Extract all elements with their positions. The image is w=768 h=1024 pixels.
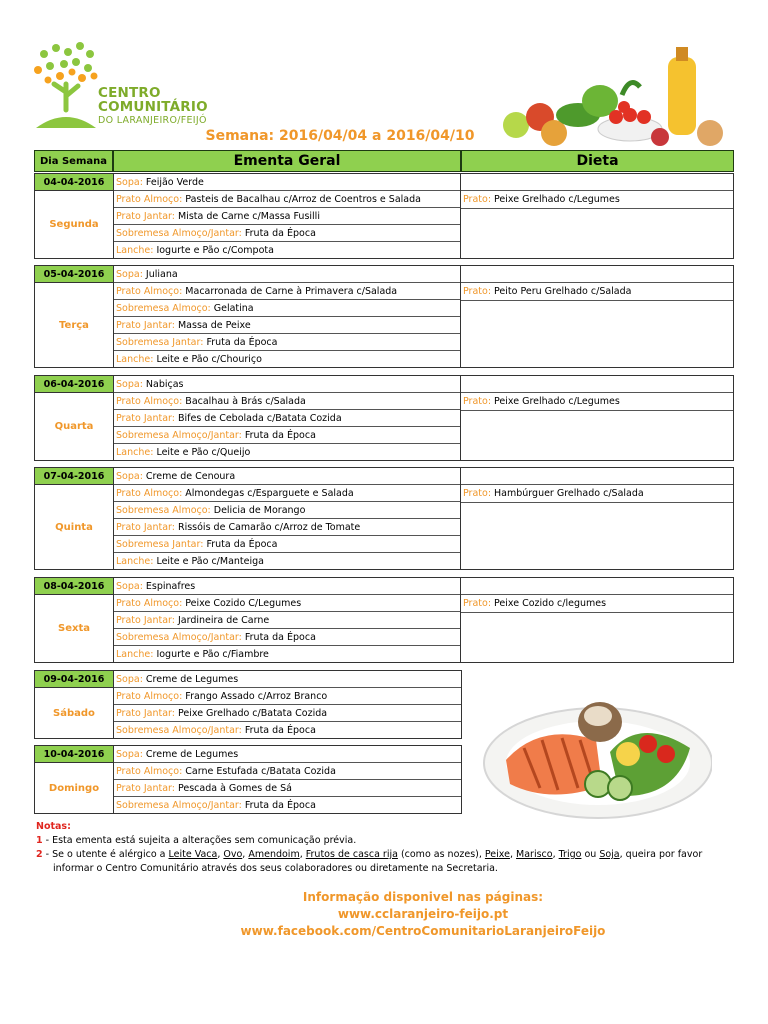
meal-row: Prato Jantar: Mista de Carne c/Massa Fusilli [114, 208, 460, 225]
facebook-link[interactable]: www.facebook.com/CentroComunitarioLaranjeiroFeijo [240, 924, 606, 938]
meal-row: Lanche: Leite e Pão c/Chouriço [116, 353, 262, 365]
meal-row: Prato Almoço: Bacalhau à Brás c/Salada [114, 393, 460, 410]
meal-row: Sopa: Nabiças [114, 376, 460, 393]
meal-row: Lanche: Leite e Pão c/Queijo [116, 446, 251, 458]
notes-section [36, 820, 736, 876]
day-date: 10-04-2016 [35, 746, 113, 763]
day-date: 04-04-2016 [35, 174, 113, 191]
note-2: 2 - Se o utente é alérgico a Leite Vaca, Ovo, Amendoim, Frutos de casca rija (como as nozes), Peixe, Marisco, Trigo ou Soja, queira por favor [36, 849, 703, 860]
header-diet: Dieta [461, 150, 734, 172]
day-date: 09-04-2016 [35, 671, 113, 688]
header-general-menu: Ementa Geral [113, 150, 461, 172]
day-name: Domingo [48, 782, 100, 794]
day-block-tuesday [34, 265, 734, 368]
diet-row: Prato: Peixe Grelhado c/Legumes [461, 191, 733, 209]
meal-row: Sobremesa Almoço/Jantar: Fruta da Época [114, 629, 460, 646]
day-block-monday [34, 173, 734, 259]
meal-row: Prato Jantar: Rissóis de Camarão c/Arroz de Tomate [114, 519, 460, 536]
diet-row: Prato: Peixe Cozido c/legumes [461, 595, 733, 613]
diet-row: Prato: Peixe Grelhado c/Legumes [461, 393, 733, 411]
day-name: Quinta [55, 521, 93, 533]
meal-row: Lanche: Iogurte e Pão c/Fiambre [116, 648, 269, 660]
meal-row: Sopa: Juliana [114, 266, 460, 283]
meal-row: Prato Jantar: Pescada à Gomes de Sá [114, 780, 461, 797]
meal-row: Sobremesa Almoço/Jantar: Fruta da Época [116, 724, 316, 736]
meal-row: Prato Almoço: Macarronada de Carne à Primavera c/Salada [114, 283, 460, 300]
meal-row: Sopa: Creme de Legumes [114, 746, 461, 763]
meal-row: Prato Almoço: Almondegas c/Esparguete e Salada [114, 485, 460, 502]
day-block-friday [34, 577, 734, 663]
meal-row: Prato Jantar: Peixe Grelhado c/Batata Cozida [114, 705, 461, 722]
day-name: Sexta [58, 623, 90, 634]
meal-row: Lanche: Iogurte e Pão c/Compota [116, 244, 274, 256]
info-section [0, 889, 768, 940]
header-day: Dia Semana [34, 150, 113, 172]
day-block-saturday [34, 670, 462, 739]
day-date: 07-04-2016 [35, 468, 113, 485]
meal-row: Sobremesa Jantar: Fruta da Época [114, 334, 460, 351]
day-date: 05-04-2016 [35, 266, 113, 283]
day-name: Terça [59, 319, 89, 331]
diet-row: Prato: Hambúrguer Grelhado c/Salada [461, 485, 733, 503]
day-name: Sábado [53, 707, 95, 719]
meal-row: Sobremesa Jantar: Fruta da Época [114, 536, 460, 553]
day-block-thursday [34, 467, 734, 570]
day-name: Segunda [49, 219, 99, 230]
note-1: 1 - Esta ementa está sujeita a alterações sem comunicação prévia. [36, 835, 357, 846]
diet-row: Prato: Peito Peru Grelhado c/Salada [461, 283, 733, 301]
salmon-dish-image [480, 688, 712, 823]
website-link[interactable]: www.cclaranjeiro-feijo.pt [337, 907, 509, 921]
day-date: 08-04-2016 [35, 578, 113, 595]
meal-row: Sopa: Feijão Verde [114, 174, 460, 191]
meal-row: Sobremesa Almoço/Jantar: Fruta da Época [116, 799, 316, 811]
day-name: Quarta [54, 421, 94, 432]
meal-row: Prato Almoço: Peixe Cozido C/Legumes [114, 595, 460, 612]
meal-row: Sopa: Espinafres [114, 578, 460, 595]
table-header [34, 150, 734, 172]
meal-row: Sobremesa Almoço: Gelatina [114, 300, 460, 317]
meal-row: Sobremesa Almoço/Jantar: Fruta da Época [114, 427, 460, 444]
notes-title: Notas: [36, 821, 71, 832]
day-date: 06-04-2016 [35, 376, 113, 393]
meal-row: Prato Almoço: Carne Estufada c/Batata Cozida [114, 763, 461, 780]
info-title: Informação disponivel nas páginas: [302, 890, 544, 904]
meal-row: Sopa: Creme de Legumes [114, 671, 461, 688]
meal-row: Prato Almoço: Pasteis de Bacalhau c/Arroz de Coentros e Salada [114, 191, 460, 208]
week-range: Semana: 2016/04/04 a 2016/04/10 [205, 128, 475, 144]
meal-row: Sobremesa Almoço: Delicia de Morango [114, 502, 460, 519]
meal-row: Prato Jantar: Bifes de Cebolada c/Batata Cozida [114, 410, 460, 427]
meal-row: Prato Almoço: Frango Assado c/Arroz Branco [114, 688, 461, 705]
day-block-wednesday [34, 375, 734, 461]
note-2-cont: informar o Centro Comunitário através dos seus colaboradores ou diretamente na Secretaria. [53, 863, 498, 874]
meal-row: Sobremesa Almoço/Jantar: Fruta da Época [114, 225, 460, 242]
meal-row: Sopa: Creme de Cenoura [114, 468, 460, 485]
meal-row: Lanche: Leite e Pão c/Manteiga [116, 555, 264, 567]
logo-text: CENTRO COMUNITÁRIO DO LARANJEIRO/FEIJÓ [98, 85, 208, 126]
meal-row: Prato Jantar: Massa de Peixe [114, 317, 460, 334]
meal-row: Prato Jantar: Jardineira de Carne [114, 612, 460, 629]
day-block-sunday [34, 745, 462, 814]
